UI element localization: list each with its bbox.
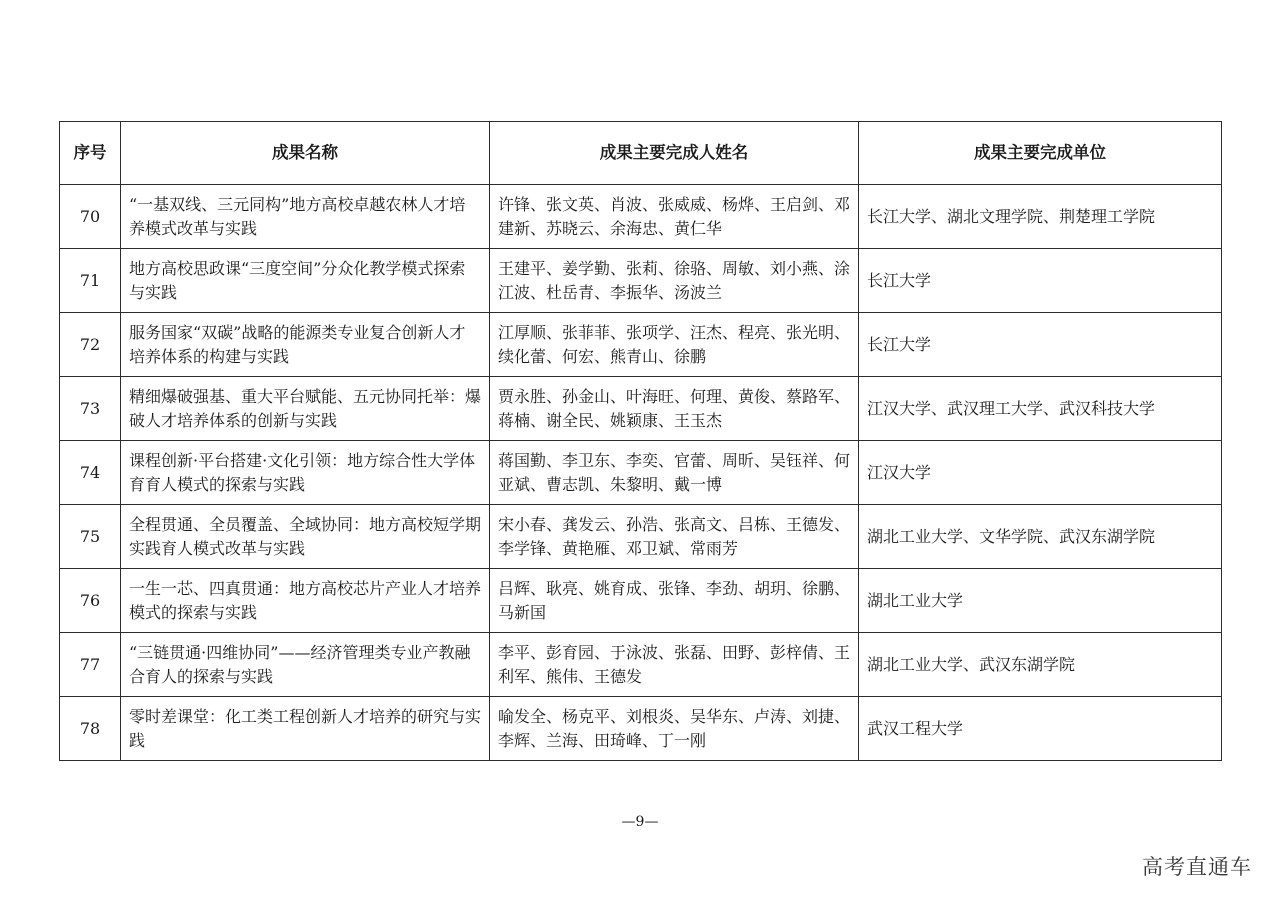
cell-main-units: 长江大学 bbox=[859, 249, 1222, 313]
cell-achievement-name: 零时差课堂：化工类工程创新人才培养的研究与实践 bbox=[121, 697, 490, 761]
cell-achievement-name: “一基双线、三元同构”地方高校卓越农林人才培养模式改革与实践 bbox=[121, 185, 490, 249]
cell-achievement-name: 服务国家“双碳”战略的能源类专业复合创新人才培养体系的构建与实践 bbox=[121, 313, 490, 377]
cell-serial-number: 75 bbox=[60, 505, 121, 569]
header-row bbox=[60, 122, 1222, 185]
cell-main-contributors: 吕辉、耿亮、姚育成、张锋、李劲、胡玥、徐鹏、马新国 bbox=[490, 569, 859, 633]
table-row bbox=[60, 377, 1222, 441]
cell-achievement-name: 一生一芯、四真贯通：地方高校芯片产业人才培养模式的探索与实践 bbox=[121, 569, 490, 633]
table-row bbox=[60, 505, 1222, 569]
table-row bbox=[60, 633, 1222, 697]
cell-achievement-name: 全程贯通、全员覆盖、全域协同：地方高校短学期实践育人模式改革与实践 bbox=[121, 505, 490, 569]
cell-serial-number: 76 bbox=[60, 569, 121, 633]
watermark-logo-text: 高考直通车 bbox=[1142, 855, 1252, 879]
table-header bbox=[60, 122, 1222, 185]
cell-serial-number: 78 bbox=[60, 697, 121, 761]
cell-main-units: 湖北工业大学 bbox=[859, 569, 1222, 633]
table-row bbox=[60, 313, 1222, 377]
cell-main-units: 江汉大学、武汉理工大学、武汉科技大学 bbox=[859, 377, 1222, 441]
cell-main-contributors: 王建平、姜学勤、张莉、徐骆、周敏、刘小燕、涂江波、杜岳青、李振华、汤波兰 bbox=[490, 249, 859, 313]
table-row bbox=[60, 249, 1222, 313]
cell-main-contributors: 贾永胜、孙金山、叶海旺、何理、黄俊、蔡路军、蒋楠、谢全民、姚颖康、王玉杰 bbox=[490, 377, 859, 441]
cell-main-units: 长江大学、湖北文理学院、荆楚理工学院 bbox=[859, 185, 1222, 249]
cell-achievement-name: 精细爆破强基、重大平台赋能、五元协同托举：爆破人才培养体系的创新与实践 bbox=[121, 377, 490, 441]
cell-main-contributors: 蒋国勤、李卫东、李奕、官蕾、周昕、吴钰祥、何亚斌、曹志凯、朱黎明、戴一博 bbox=[490, 441, 859, 505]
table-row bbox=[60, 697, 1222, 761]
page-number: —9— bbox=[621, 814, 659, 830]
cell-serial-number: 72 bbox=[60, 313, 121, 377]
header-main-contributors: 成果主要完成人姓名 bbox=[490, 122, 859, 185]
cell-main-units: 湖北工业大学、武汉东湖学院 bbox=[859, 633, 1222, 697]
header-achievement-name: 成果名称 bbox=[121, 122, 490, 185]
cell-main-units: 江汉大学 bbox=[859, 441, 1222, 505]
table-body bbox=[60, 185, 1222, 761]
header-main-units: 成果主要完成单位 bbox=[859, 122, 1222, 185]
awards-table bbox=[59, 121, 1222, 761]
cell-serial-number: 70 bbox=[60, 185, 121, 249]
cell-serial-number: 74 bbox=[60, 441, 121, 505]
cell-main-contributors: 宋小春、龚发云、孙浩、张高文、吕栋、王德发、李学锋、黄艳雁、邓卫斌、常雨芳 bbox=[490, 505, 859, 569]
cell-achievement-name: 课程创新·平台搭建·文化引领：地方综合性大学体育育人模式的探索与实践 bbox=[121, 441, 490, 505]
table-row bbox=[60, 569, 1222, 633]
cell-main-contributors: 喻发全、杨克平、刘根炎、吴华东、卢涛、刘捷、李辉、兰海、田琦峰、丁一刚 bbox=[490, 697, 859, 761]
cell-main-units: 武汉工程大学 bbox=[859, 697, 1222, 761]
header-serial-number: 序号 bbox=[60, 122, 121, 185]
table-row bbox=[60, 441, 1222, 505]
cell-serial-number: 73 bbox=[60, 377, 121, 441]
cell-main-contributors: 江厚顺、张菲菲、张项学、汪杰、程亮、张光明、续化蕾、何宏、熊青山、徐鹏 bbox=[490, 313, 859, 377]
cell-achievement-name: “三链贯通·四维协同”——经济管理类专业产教融合育人的探索与实践 bbox=[121, 633, 490, 697]
cell-serial-number: 77 bbox=[60, 633, 121, 697]
table-row bbox=[60, 185, 1222, 249]
cell-main-contributors: 李平、彭育园、于泳波、张磊、田野、彭梓倩、王利军、熊伟、王德发 bbox=[490, 633, 859, 697]
cell-serial-number: 71 bbox=[60, 249, 121, 313]
cell-main-contributors: 许锋、张文英、肖波、张威威、杨烨、王启剑、邓建新、苏晓云、余海忠、黄仁华 bbox=[490, 185, 859, 249]
cell-main-units: 湖北工业大学、文华学院、武汉东湖学院 bbox=[859, 505, 1222, 569]
cell-achievement-name: 地方高校思政课“三度空间”分众化教学模式探索与实践 bbox=[121, 249, 490, 313]
cell-main-units: 长江大学 bbox=[859, 313, 1222, 377]
